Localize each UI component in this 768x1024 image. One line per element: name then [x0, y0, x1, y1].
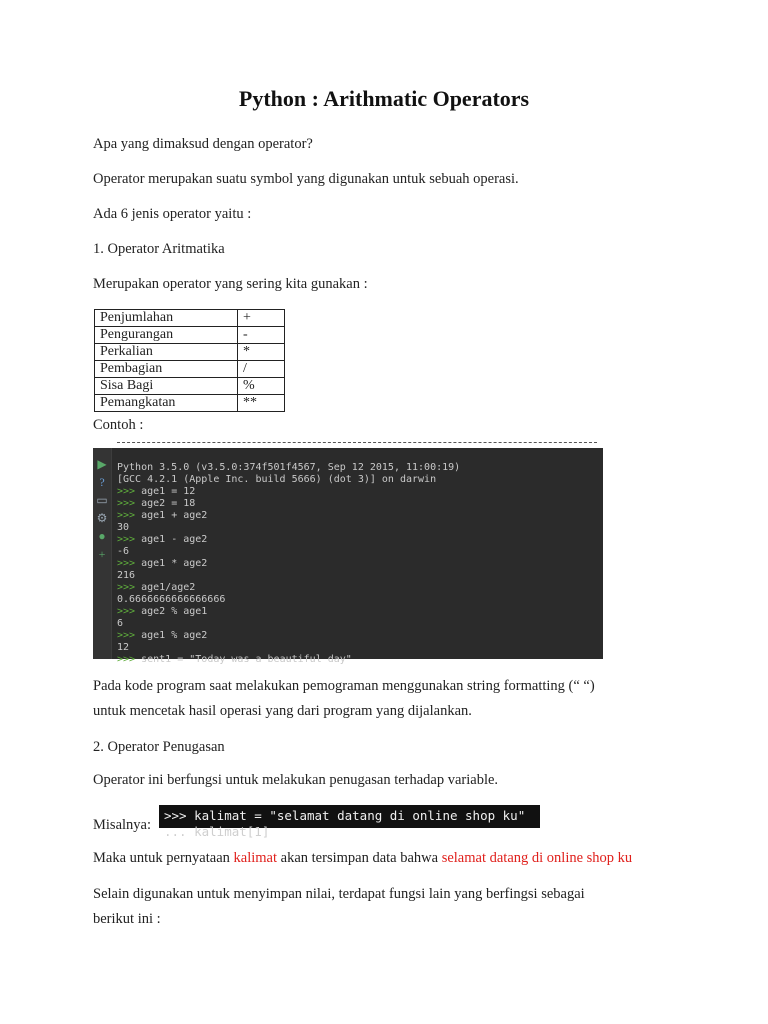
operator-symbol-cell: **: [238, 395, 285, 412]
result-text-prefix: Maka untuk pernyataan: [93, 850, 234, 866]
definition-text: Operator merupakan suatu symbol yang digunakan untuk sebuah operasi.: [93, 171, 519, 187]
console-text: Python 3.5.0 (v3.5.0:374f501f4567, Sep 12 2015, 11:00:19): [117, 462, 461, 473]
console-text: 216: [117, 570, 136, 581]
operator-symbol-cell: /: [238, 361, 285, 378]
console-line: [117, 594, 225, 606]
console-line: [117, 642, 129, 654]
console-prompt: >>>: [117, 498, 142, 509]
console-line: [117, 558, 207, 570]
add-icon: +: [98, 547, 106, 561]
console-line: [117, 486, 195, 498]
console-text: age1 - age2: [141, 534, 208, 545]
console-line: [117, 498, 195, 510]
debug-icon: ●: [98, 529, 106, 543]
console-text: age1 + age2: [141, 510, 208, 521]
console-text: 12: [117, 642, 130, 653]
example-label: Contoh :: [93, 417, 144, 433]
console-text: 30: [117, 522, 130, 533]
console-window-icon: ▭: [96, 493, 108, 507]
console-line: [117, 618, 123, 630]
console-prompt: >>>: [117, 510, 142, 521]
console-line: [117, 606, 207, 618]
run-icon: ▶: [97, 457, 107, 471]
console-line: [117, 582, 195, 594]
closing-line-1: Selain digunakan untuk menyimpan nilai, terdapat fungsi lain yang berfingsi sebagai: [93, 886, 585, 902]
operator-name-cell: Perkalian: [95, 344, 238, 361]
code-line: >>> kalimat = "selamat datang di online shop ku": [164, 808, 526, 823]
operator-name-cell: Sisa Bagi: [95, 378, 238, 395]
operator-symbol-cell: %: [238, 378, 285, 395]
console-line: [117, 462, 460, 474]
operator-name-cell: Pemangkatan: [95, 395, 238, 412]
operators-table: [94, 309, 285, 412]
code-line: ... kalimat[1]: [164, 824, 270, 839]
heading-assignment: 2. Operator Penugasan: [93, 739, 225, 755]
example-prefix-label: Misalnya:: [93, 817, 151, 833]
console-text: 6: [117, 618, 124, 629]
console-prompt: >>>: [117, 558, 142, 569]
settings-icon: ⚙: [96, 511, 108, 525]
table-row: [95, 395, 285, 412]
operator-symbol-cell: -: [238, 327, 285, 344]
console-prompt: >>>: [117, 582, 142, 593]
assignment-intro-text: Operator ini berfungsi untuk melakukan penugasan terhadap variable.: [93, 772, 499, 788]
console-line: [117, 474, 436, 486]
divider: [117, 442, 597, 451]
python-console-screenshot: [93, 448, 603, 665]
console-prompt: >>>: [117, 486, 142, 497]
console-line: [117, 510, 207, 522]
page-title: Python : Arithmatic Operators: [238, 86, 530, 111]
operator-count-text: Ada 6 jenis operator yaitu :: [93, 206, 252, 222]
console-text: age1 * age2: [141, 558, 208, 569]
console-text: -6: [117, 546, 130, 557]
console-toolbar: [93, 448, 112, 659]
question-text: Apa yang dimaksud dengan operator?: [93, 136, 313, 152]
result-text-middle: akan tersimpan data bahwa: [277, 850, 442, 866]
console-text: age2 = 18: [141, 498, 196, 509]
console-line: [117, 654, 352, 666]
operator-symbol-cell: *: [238, 344, 285, 361]
explanation-line-1: Pada kode program saat melakukan pemograman menggunakan string formatting (“ “): [93, 678, 595, 694]
console-text: age1 % age2: [141, 630, 208, 641]
console-line: [117, 546, 129, 558]
console-text: age1 = 12: [141, 486, 196, 497]
stored-value-highlight: selamat datang di online shop ku: [441, 850, 633, 866]
closing-line-2: berikut ini :: [93, 911, 161, 927]
code-snippet: [159, 805, 540, 839]
console-prompt: >>>: [117, 630, 142, 641]
operator-name-cell: Pembagian: [95, 361, 238, 378]
assignment-result-text: [93, 845, 632, 871]
help-icon: ?: [99, 475, 105, 489]
table-row: [95, 327, 285, 344]
table-row: [95, 344, 285, 361]
table-row: [95, 378, 285, 395]
operator-name-cell: Pengurangan: [95, 327, 238, 344]
console-text: 0.6666666666666666: [117, 594, 226, 605]
operator-name-cell: Penjumlahan: [95, 310, 238, 327]
operator-symbol-cell: +: [238, 310, 285, 327]
console-text: sent1 = "Today was a beautiful day": [141, 654, 352, 665]
console-text: age2 % age1: [141, 606, 208, 617]
console-line: [117, 570, 135, 582]
console-text: [GCC 4.2.1 (Apple Inc. build 5666) (dot 3)] on darwin: [117, 474, 437, 485]
heading-arithmetic: 1. Operator Aritmatika: [93, 241, 225, 257]
explanation-line-2: untuk mencetak hasil operasi yang dari program yang dijalankan.: [93, 703, 472, 719]
table-row: [95, 361, 285, 378]
console-prompt: >>>: [117, 534, 142, 545]
console-prompt: >>>: [117, 654, 142, 665]
variable-name-highlight: kalimat: [233, 850, 278, 866]
console-line: [117, 534, 207, 546]
console-line: [117, 630, 207, 642]
arithmetic-intro-text: Merupakan operator yang sering kita gunakan :: [93, 276, 368, 292]
table-row: [95, 310, 285, 327]
console-text: age1/age2: [141, 582, 196, 593]
console-prompt: >>>: [117, 606, 142, 617]
console-line: [117, 522, 129, 534]
